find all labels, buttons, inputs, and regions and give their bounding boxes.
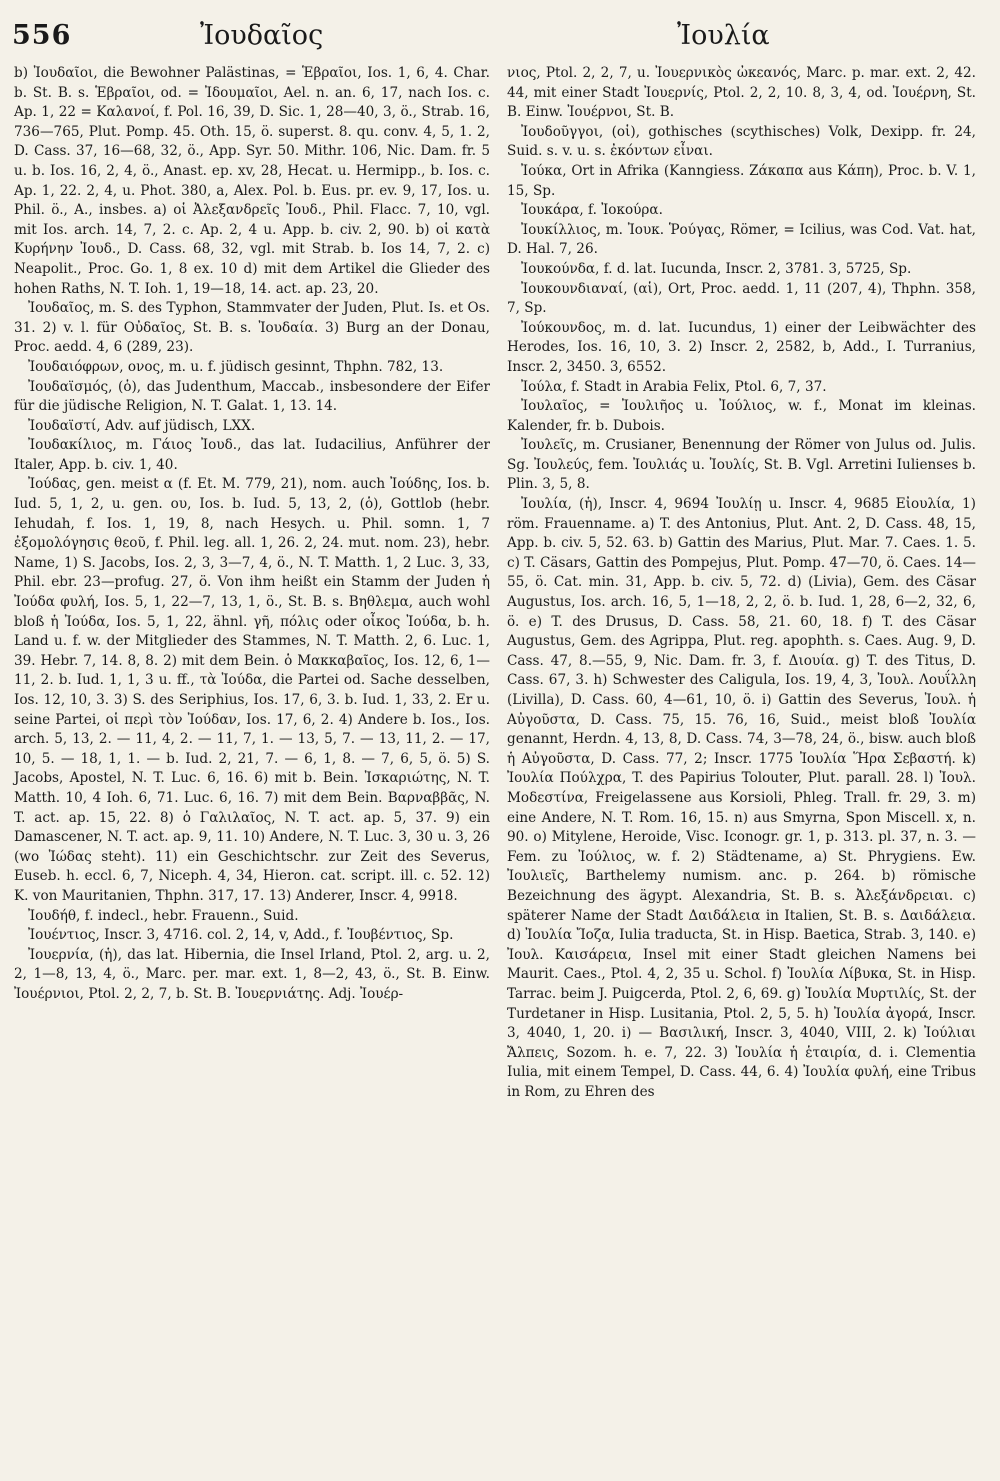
- dictionary-entry: Ἰουκουνδιαναί, (αἱ), Ort, Proc. aedd. 1, 11 (207, 4), Thphn. 358, 7, Sp.: [507, 280, 976, 317]
- dictionary-entry: Ἰουλία, (ἡ), Inscr. 4, 9694 Ἰουλίῃ u. Inscr. 4, 9685 Εἰουλία, 1) röm. Frauenname. a) T. des Antonius, Plut. Ant. 2, D. Cass. 48, 15, App. b. civ. 5, 52. 63. b) Gattin des Marius, Plut. Mar. 7. Caes. 1. 5. c) T. Cäsars, Gattin des Pompejus, Plut. Pomp. 47—70, ö. Caes. 14—55, ö. Cat. min. 31, App. b. civ. 5, 72. d) (Livia), Gem. des Cäsar Augustus, Ios. arch. 16, 5, 1—18, 2, 2, ö. b. Iud. 1, 28, 6—2, 32, 6, ö. e) T. des Drusus, D. Cass. 58, 21. 60, 18. f) T. des Cäsar Augustus, Gem. des Agrippa, Plut. reg. apophth. s. Caes. Aug. 9, D. Cass. 47, 8.—55, 9, Nic. Dam. fr. 3, f. Διουία. g) T. des Titus, D. Cass. 67, 3. h) Schwester des Caligula, Ios. 19, 4, 3, Ἰουλ. Λουΐλλη (Livilla), D. Cass. 60, 4—61, 10, ö. i) Gattin des Severus, Ἰουλ. ἡ Αὐγοῦστα, D. Cass. 75, 15. 76, 16, Suid., meist bloß Ἰουλία genannt, Herdn. 4, 13, 8, D. Cass. 74, 3—78, 24, ö., bisw. auch bloß ἡ Αὐγοῦστα, D. Cass. 77, 2; Inscr. 1775 Ἰουλία Ἥρα Σεβαστή. k) Ἰουλία Πούλχρα, T. des Papirius Tolouter, Plut. parall. 28. l) Ἰουλ. Μοδεστίνα, Freigelassene aus Korsioli, Phleg. Trall. fr. 29, 3. m) eine Andere, N. T. Rom. 16, 15. n) aus Smyrna, Spon Miscell. x, n. 90. o) Mitylene, Heroide, Visc. Iconogr. gr. 1, p. 313. pl. 37, n. 3. — Fem. zu Ἰούλιος, w. f. 2) Städtename, a) St. Phrygiens. Ew. Ἰουλιεῖς, Barthelemy numism. anc. p. 264. b) römische Bezeichnung des ägypt. Alexandria, St. B. s. Ἀλεξάνδρειαι. c) späterer Name der Stadt Δαιδάλεια in Italien, St. B. s. Δαιδάλεια. d) Ἰουλία Ἴοζα, Iulia traducta, St. in Hisp. Baetica, Strab. 3, 140. e) Ἰουλ. Καισάρεια, Insel mit einer Stadt gleichen Namens bei Maurit. Caes., Ptol. 4, 2, 35 u. Schol. f) Ἰουλία Λίβυκα, St. in Hisp. Tarrac. beim J. Puigcerda, Ptol. 2, 6, 69. g) Ἰουλία Μυρτιλίς, St. der Turdetaner in Hisp. Lusitania, Ptol. 2, 5, 5. h) Ἰουλία ἀγορά, Inscr. 3, 4040, 1, 20. i) — Βασιλική, Inscr. 3, 4040, VIII, 2. k) Ἰούλιαι Ἄλπεις, Sozom. h. e. 7, 22. 3) Ἰουλία ἡ ἑταιρία, d. i. Clementia Iulia, mit einem Tempel, D. Cass. 44, 6. 4) Ἰουλία φυλή, eine Tribus in Rom, zu Ehren des: [507, 496, 976, 1100]
- right-column: [507, 64, 976, 1102]
- page-header: [12, 18, 972, 58]
- dictionary-entry: Ἰουδαῖος, m. S. des Typhon, Stammvater der Juden, Plut. Is. et Os. 31. 2) v. l. für Οὐδαῖος, St. B. s. Ἰουδαία. 3) Burg an der Donau, Proc. aedd. 4, 6 (289, 23).: [14, 300, 490, 356]
- dictionary-entry: Ἰουδοῦγγοι, (οἱ), gothisches (scythisches) Volk, Dexipp. fr. 24, Suid. s. v. u. s. ἐκόντων εἶναι.: [507, 123, 976, 160]
- dictionary-entry: Ἰούδας, gen. meist α (f. Et. M. 779, 21), nom. auch Ἰούδης, Ios. b. Iud. 5, 1, 2, u. gen. ου, Ios. b. Iud. 5, 13, 2, (ὁ), Gottlob (hebr. Iehudah, f. Ios. 1, 19, 8, nach Hesych. u. Phil. somn. 1, 7 ἐξομολόγησις θεοῦ, f. Phil. leg. all. 1, 26. 2, 24. mut. nom. 23), hebr. Name, 1) S. Jacobs, Ios. 2, 3, 3—7, 4, ö., N. T. Matth. 1, 2 Luc. 3, 33, Phil. ebr. 23—profug. 27, ö. Von ihm heißt ein Stamm der Juden ἡ Ἰούδα φυλή, Ios. 5, 1, 22—7, 13, 1, ö., St. B. s. Βηθλεμα, auch wohl bloß ἡ Ἰούδα, Ios. 5, 1, 22, ähnl. γῆ, πόλις oder οἶκος Ἰούδα, b. h. Land u. f. w. der Mitglieder des Stammes, N. T. Matth. 2, 6. Luc. 1, 39. Hebr. 7, 14. 8, 8. 2) mit dem Bein. ὁ Μακκαβαῖος, Ios. 12, 6, 1—11, 2. b. Iud. 1, 1, 3 u. ff., τὰ Ἰούδα, die Partei od. Sache desselben, Ios. 12, 10, 3. 3) S. des Seriphius, Ios. 17, 6, 3. b. Iud. 1, 33, 2. Er u. seine Partei, οἱ περὶ τὸν Ἰούδαν, Ios. 17, 6, 2. 4) Andere b. Ios., Ios. arch. 5, 13, 2. — 11, 4, 2. — 11, 7, 1. — 13, 5, 7. — 13, 11, 2. — 17, 10, 5. — 18, 1, 1. — b. Iud. 2, 21, 7. — 6, 1, 8. — 7, 6, 5, ö. 5) S. Jacobs, Apostel, N. T. Luc. 6, 16. 6) mit b. Bein. Ἰσκαριώτης, N. T. Matth. 10, 4 Ioh. 6, 71. Luc. 6, 16. 7) mit dem Bein. Βαρναββᾶς, N. T. act. ap. 15, 22. 8) ὁ Γαλιλαῖος, N. T. act. ap. 5, 37. 9) ein Damascener, N. T. act. ap. 9, 11. 10) Andere, N. T. Luc. 3, 30 u. 3, 26 (wo Ἰώδας steht). 11) ein Geschichtschr. zur Zeit des Severus, Euseb. h. eccl. 6, 7, Niceph. 4, 34, Hieron. cat. script. ill. c. 52. 12) K. von Mauritanien, Thphn. 317, 17. 13) Anderer, Inscr. 4, 9918.: [14, 476, 490, 904]
- dictionary-entry: Ἰουδήθ, f. indecl., hebr. Frauenn., Suid.: [28, 907, 299, 924]
- dictionary-entry: Ἰουερνία, (ἡ), das lat. Hibernia, die Insel Irland, Ptol. 2, arg. u. 2, 2, 1—8, 13, 4, ö., Marc. per. mar. ext. 1, 8—2, 43, ö., St. B. Einw. Ἰουέρνιοι, Ptol. 2, 2, 7, b. St. B. Ἰουερνιάτης. Adj. Ἰουέρ-: [14, 946, 490, 1002]
- page-number: 556: [12, 20, 72, 51]
- dictionary-entry: Ἰουδαϊστί, Adv. auf jüdisch, LXX.: [28, 417, 256, 434]
- dictionary-entry: νιος, Ptol. 2, 2, 7, u. Ἰουερνικὸς ὠκεανός, Marc. p. mar. ext. 2, 42. 44, mit einer Stadt Ἰουερνίς, Ptol. 2, 2, 10. 8, 3, 4, od. Ἰουέρνη, St. B. Einw. Ἰουέρνοι, St. B.: [507, 65, 976, 121]
- right-running-headword: Ἰουλία: [677, 20, 770, 51]
- dictionary-entry: Ἰουδακίλιος, m. Γάιος Ἰουδ., das lat. Iudacilius, Anführer der Italer, App. b. civ. 1, 40.: [14, 437, 490, 473]
- dictionary-entry: Ἰουκούνδα, f. d. lat. Iucunda, Inscr. 2, 3781. 3, 5725, Sp.: [521, 260, 912, 277]
- dictionary-entry: Ἰουδαϊσμός, (ὁ), das Judenthum, Maccab., insbesondere der Eifer für die jüdische Religion, N. T. Galat. 1, 13. 14.: [14, 378, 490, 415]
- dictionary-entry: Ἰουλαῖος, = Ἰουλιῆος u. Ἰούλιος, w. f., Monat im kleinas. Kalender, fr. b. Dubois.: [507, 398, 976, 434]
- dictionary-entry: Ἰούκουνδος, m. d. lat. Iucundus, 1) einer der Leibwächter des Herodes, Ios. 16, 10, 3. 2) Inscr. 2, 2582, b, Add., I. Turranius, Inscr. 2, 3450. 3, 6552.: [507, 319, 976, 375]
- dictionary-entry: b) Ἰουδαῖοι, die Bewohner Palästinas, = Ἑβραῖοι, Ios. 1, 6, 4. Char. b. St. B. s. Ἑβραῖοι, od. = Ἰδουμαῖοι, Ael. n. an. 6, 17, nach Ios. c. Ap. 1, 22 = Καλανοί, f. Pol. 16, 39, D. Sic. 1, 28—40, 3, ö., Strab. 16, 736—765, Plut. Pomp. 45. Oth. 15, ö. superst. 8. qu. conv. 4, 5, 1. 2, D. Cass. 37, 16—68, 32, ö., App. Syr. 50. Mithr. 106, Nic. Dam. fr. 5 u. b. Ios. 16, 2, 4, ö., Anast. ep. xv, 28, Hecat. u. Hermipp., b. Ios. c. Ap. 1, 22. 2, 4, u. Phot. 380, a, Alex. Pol. b. Eus. pr. ev. 9, 17, Ios. u. Phil. ö., A., insbes. a) οἱ Ἀλεξανδρεῖς Ἰουδ., Phil. Flacc. 7, 10, vgl. mit Ios. arch. 14, 7, 2. c. Ap. 2, 4 u. App. b. civ. 2, 90. b) οἱ κατὰ Κυρήνην Ἰουδ., D. Cass. 68, 32, vgl. mit Strab. b. Ios 14, 7, 2. c) Neapolit., Proc. Go. 1, 8 ex. 10 d) mit dem Artikel die Glieder des hohen Raths, N. T. Ioh. 1, 19—18, 14. act. ap. 23, 20.: [14, 65, 490, 297]
- dictionary-entry: Ἰουδαιόφρων, ονος, m. u. f. jüdisch gesinnt, Thphn. 782, 13.: [28, 358, 444, 375]
- dictionary-entry: Ἰούλα, f. Stadt in Arabia Felix, Ptol. 6, 7, 37.: [521, 378, 827, 395]
- dictionary-entry: Ἰουέντιος, Inscr. 3, 4716. col. 2, 14, v, Add., f. Ἰουβέντιος, Sp.: [28, 927, 454, 944]
- dictionary-entry: Ἰουκίλλιος, m. Ἰουκ. Ῥούγας, Römer, = Icilius, was Cod. Vat. hat, D. Hal. 7, 26.: [507, 221, 976, 258]
- dictionary-entry: Ἰουλεῖς, m. Crusianer, Benennung der Römer von Julus od. Julis. Sg. Ἰουλεύς, fem. Ἰουλιάς u. Ἰουλίς, St. B. Vgl. Arretini Iulienses b. Plin. 3, 5, 8.: [507, 437, 976, 493]
- left-column: [14, 64, 490, 1005]
- dictionary-entry: Ἰούκα, Ort in Afrika (Kanngiess. Ζάκαπα aus Κάπη), Proc. b. V. 1, 15, Sp.: [507, 162, 976, 199]
- left-running-headword: Ἰουδαῖος: [200, 20, 324, 51]
- dictionary-entry: Ἰουκάρα, f. Ἰοκούρα.: [521, 202, 663, 219]
